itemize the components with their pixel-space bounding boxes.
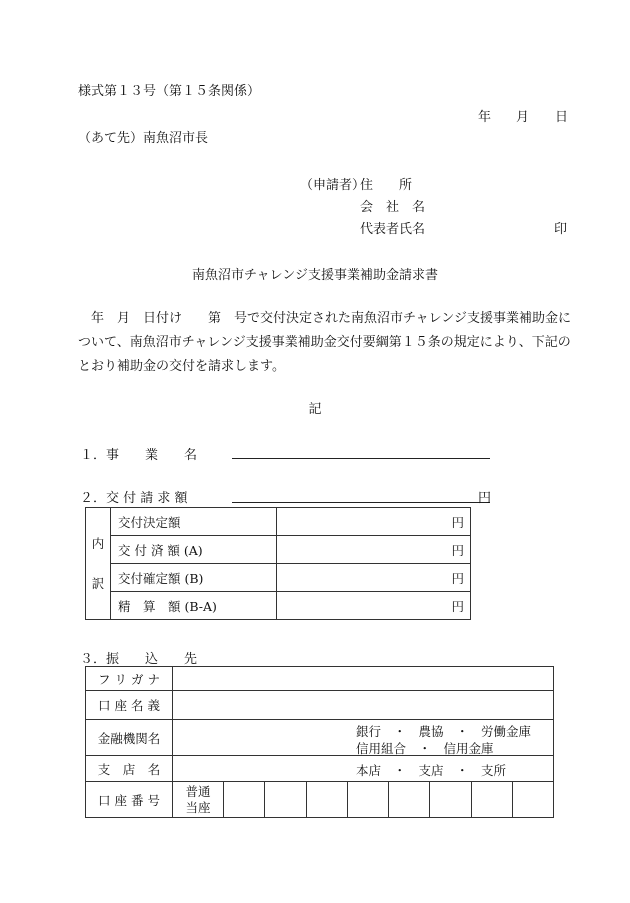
request-amount-label: ２．交 付 請 求 額 bbox=[80, 491, 188, 506]
breakdown-row-label: 交 付 済 額 (A) bbox=[111, 536, 277, 564]
breakdown-row-value[interactable]: 円 bbox=[277, 564, 471, 592]
account-digit-cell[interactable] bbox=[389, 782, 430, 818]
branch-label: 支 店 名 bbox=[86, 756, 173, 782]
account-digit-cell[interactable] bbox=[224, 782, 265, 818]
bank-field[interactable] bbox=[173, 720, 554, 756]
address-label: 住 所 bbox=[360, 178, 413, 193]
body-line-2: ついて、南魚沼市チャレンジ支援事業補助金交付要綱第１５条の規定により、下記の bbox=[78, 335, 571, 350]
furigana-label: フ リ ガ ナ bbox=[86, 667, 173, 691]
transfer-label: ３．振 込 先 bbox=[80, 652, 198, 667]
addressee: （あて先）南魚沼市長 bbox=[78, 131, 209, 146]
account-digit-cell[interactable] bbox=[306, 782, 347, 818]
account-digit-cell[interactable] bbox=[512, 782, 553, 818]
ki-heading: 記 bbox=[308, 402, 322, 417]
bank-options-2: 信用組合 ・ 信用金庫 bbox=[356, 741, 494, 756]
project-name-label: １．事 業 名 bbox=[80, 448, 198, 463]
branch-options: 本店 ・ 支店 ・ 支所 bbox=[356, 763, 507, 778]
date-month: 月 bbox=[516, 110, 530, 125]
account-type-ordinary: 普通 bbox=[185, 783, 211, 799]
form-number: 様式第１３号（第１５条関係） bbox=[78, 84, 261, 99]
date-day: 日 bbox=[555, 110, 569, 125]
account-name-field[interactable] bbox=[173, 691, 554, 720]
request-amount-line[interactable] bbox=[232, 502, 490, 503]
account-digit-cell[interactable] bbox=[265, 782, 306, 818]
breakdown-row-label: 交付決定額 bbox=[111, 508, 277, 536]
account-type-checking: 当座 bbox=[185, 799, 211, 815]
branch-field[interactable] bbox=[173, 756, 554, 782]
transfer-table bbox=[85, 666, 554, 818]
body-line-3: とおり補助金の交付を請求します。 bbox=[78, 359, 285, 374]
breakdown-row-label: 交付確定額 (B) bbox=[111, 564, 277, 592]
request-amount-yen: 円 bbox=[478, 491, 492, 506]
document-title: 南魚沼市チャレンジ支援事業補助金請求書 bbox=[192, 268, 438, 283]
breakdown-row-value[interactable]: 円 bbox=[277, 536, 471, 564]
breakdown-label-2: 訳 bbox=[91, 575, 105, 591]
breakdown-table bbox=[85, 507, 471, 620]
bank-label: 金融機関名 bbox=[86, 720, 173, 756]
breakdown-row-value[interactable]: 円 bbox=[277, 592, 471, 620]
breakdown-row-label: 精 算 額 (B-A) bbox=[111, 592, 277, 620]
account-digit-cell[interactable] bbox=[471, 782, 512, 818]
applicant-label: （申請者） bbox=[300, 178, 366, 193]
breakdown-label-cell bbox=[86, 508, 111, 620]
project-name-line[interactable] bbox=[232, 458, 490, 459]
body-line-1: 年 月 日付け 第 号で交付決定された南魚沼市チャレンジ支援事業補助金に bbox=[78, 311, 571, 326]
seal-mark: 印 bbox=[554, 222, 568, 237]
breakdown-label-1: 内 bbox=[91, 535, 105, 551]
account-name-label: 口 座 名 義 bbox=[86, 691, 173, 720]
account-digit-cell[interactable] bbox=[430, 782, 471, 818]
bank-options-1: 銀行 ・ 農協 ・ 労働金庫 bbox=[356, 724, 532, 739]
date-year: 年 bbox=[478, 110, 492, 125]
furigana-field[interactable] bbox=[173, 667, 554, 691]
account-digit-cell[interactable] bbox=[347, 782, 388, 818]
company-label: 会 社 名 bbox=[360, 200, 426, 215]
account-type-cell[interactable] bbox=[173, 782, 224, 818]
account-number-label: 口 座 番 号 bbox=[86, 782, 173, 818]
breakdown-row-value[interactable]: 円 bbox=[277, 508, 471, 536]
representative-label: 代表者氏名 bbox=[360, 222, 426, 237]
